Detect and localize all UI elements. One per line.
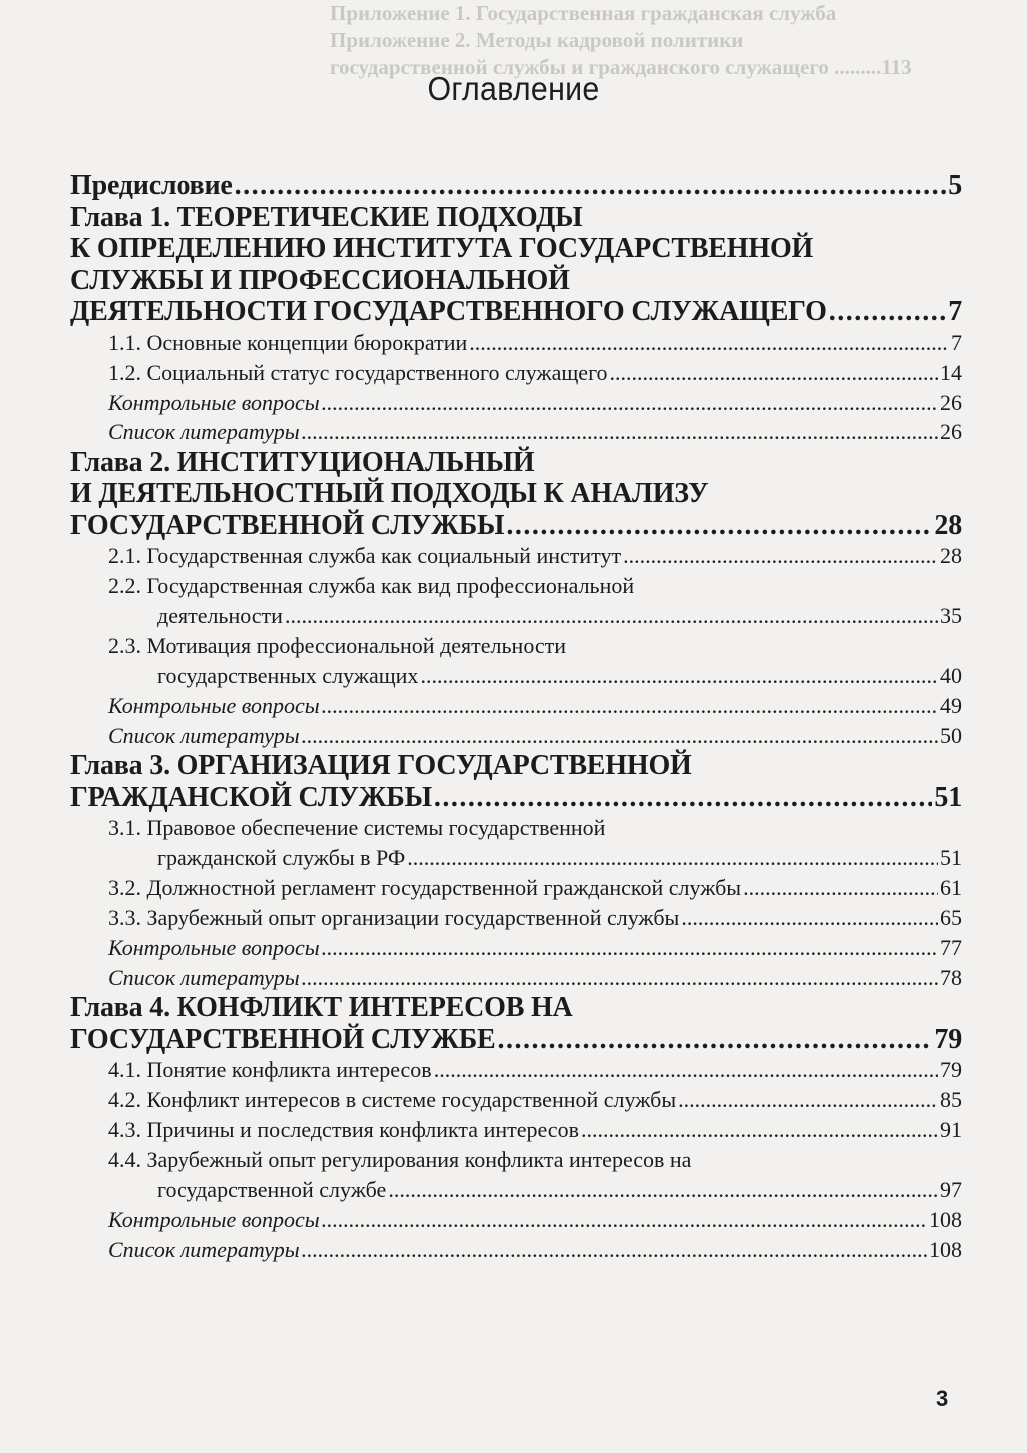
toc-entry-page: 85 [940,1087,962,1112]
dot-leader [302,1235,927,1265]
toc-entry-row [108,933,962,963]
toc-entry-page: 65 [940,905,962,930]
toc-entry-page: 26 [940,389,962,415]
dot-leader [434,782,932,814]
toc-entry-title: ГОСУДАРСТВЕННОЙ СЛУЖБЕ [70,1023,496,1055]
toc-entry-line: Глава 4. КОНФЛИКТ ИНТЕРЕСОВ НА [70,992,573,1023]
dot-leader [623,541,938,571]
dot-leader [285,601,938,631]
toc-entry-page: 28 [934,509,962,541]
toc-entry-page: 14 [940,359,962,385]
toc-entry-title: 4.2. Конфликт интересов в системе государственной службы [108,1087,677,1112]
toc-entry-row [108,1085,962,1115]
toc-entry-row [108,873,962,903]
dot-leader [420,661,938,691]
dot-leader [388,1175,938,1205]
toc-entry-row [108,601,962,631]
toc-entry-line: Глава 1. ТЕОРЕТИЧЕСКИЕ ПОДХОДЫ [70,201,583,233]
toc-entry-title: гражданской службы в РФ [157,845,406,870]
toc-entry-title: ГОСУДАРСТВЕННОЙ СЛУЖБЫ [70,509,505,541]
toc-entry-chapter [70,447,962,542]
dot-leader [469,328,949,358]
toc-entry-row [70,296,962,328]
toc-entry-section [70,328,962,358]
toc-entry-title: 3.2. Должностной регламент государственной гражданской службы [108,875,742,900]
toc-entry-sub [70,933,962,963]
toc-entry-sub [70,388,962,418]
bleed-line: Приложение 2. Методы кадровой политики [330,28,744,52]
toc-entry-section [70,541,962,571]
toc-entry-row [108,417,962,447]
toc-entry-title: деятельности [157,603,283,628]
toc-entry-page: 26 [940,419,962,444]
bleed-line: государственной службы и гражданского служащего .........113 [330,55,912,79]
dot-leader [506,510,932,542]
toc-entry-section [70,358,962,388]
toc-entry-page: 50 [940,722,962,748]
toc-entry-title: Предисловие [70,170,233,201]
toc-entry-chapter [70,992,962,1055]
toc-entry-row [108,843,962,873]
dot-leader [498,1024,933,1056]
dot-leader [743,873,938,903]
toc-entry-row [108,1205,962,1235]
toc-entry-page: 40 [940,663,962,688]
toc-entry-row [108,1055,962,1085]
toc-entry-sub [70,721,962,751]
toc-entry-row [108,328,962,358]
toc-entry-section [70,813,962,873]
toc-entry-page: 97 [940,1177,962,1202]
toc-entry-chapter [70,170,962,202]
toc-entry-title: Список литературы [108,1236,300,1262]
toc-entry-title: ГРАЖДАНСКОЙ СЛУЖБЫ [70,781,432,813]
toc-entry-title: 4.1. Понятие конфликта интересов [108,1057,432,1082]
dot-leader [302,721,938,751]
toc-entry-row [70,1024,962,1056]
toc-entry-line: Глава 2. ИНСТИТУЦИОНАЛЬНЫЙ [70,446,535,478]
toc-entry-line: СЛУЖБЫ И ПРОФЕССИОНАЛЬНОЙ [70,264,570,296]
toc-entry-page: 79 [934,1023,962,1055]
toc-entry-line: 4.4. Зарубежный опыт регулирования конфликта интересов на [108,1147,692,1172]
toc-entry-row [70,510,962,542]
dot-leader [302,963,938,993]
toc-entry-sub [70,417,962,447]
dot-leader [610,358,938,388]
toc-entry-row [108,388,962,418]
toc-entry-section [70,631,962,691]
dot-leader [678,1085,938,1115]
toc-entry-title: Список литературы [108,419,300,444]
toc-entry-page: 61 [940,875,962,900]
table-of-contents [70,170,962,1264]
page-number: 3 [936,1386,949,1411]
toc-entry-row [70,782,962,814]
toc-entry-page: 7 [948,296,962,327]
toc-entry-chapter [70,202,962,328]
toc-entry-section [70,1085,962,1115]
toc-entry-line: И ДЕЯТЕЛЬНОСТНЫЙ ПОДХОДЫ К АНАЛИЗУ [70,478,709,509]
toc-entry-page: 49 [940,693,962,718]
toc-entry-row [108,963,962,993]
toc-entry-section [70,1055,962,1085]
toc-entry-row [108,1235,962,1265]
toc-entry-page: 51 [940,845,962,870]
toc-entry-sub [70,963,962,993]
toc-entry-chapter [70,750,962,813]
toc-entry-section [70,571,962,631]
toc-entry-line: К ОПРЕДЕЛЕНИЮ ИНСТИТУТА ГОСУДАРСТВЕННОЙ [70,233,814,264]
toc-entry-page: 7 [951,329,962,355]
dot-leader [302,417,938,447]
toc-entry-title: государственных служащих [157,663,419,688]
dot-leader [829,296,947,328]
toc-entry-title: 2.1. Государственная служба как социальный институт [108,543,622,568]
toc-entry-page: 28 [940,543,962,568]
toc-entry-row [70,170,962,202]
toc-entry-title: Контрольные вопросы [108,1207,320,1232]
dot-leader [322,1205,927,1235]
toc-entry-row [108,541,962,571]
dot-leader [434,1055,938,1085]
toc-entry-row [108,1115,962,1145]
toc-entry-section [70,1145,962,1205]
bleed-through-text [330,0,970,81]
toc-entry-title: 1.1. Основные концепции бюрократии [108,329,468,355]
dot-leader [681,903,938,933]
toc-entry-sub [70,691,962,721]
toc-entry-section [70,903,962,933]
toc-entry-title: 1.2. Социальный статус государственного служащего [108,359,608,385]
toc-entry-row [108,1175,962,1205]
toc-entry-page: 79 [940,1057,962,1082]
toc-entry-line: 2.3. Мотивация профессиональной деятельности [108,633,567,658]
toc-entry-page: 77 [940,935,962,960]
dot-leader [407,843,938,873]
toc-entry-row [108,358,962,388]
toc-entry-title: 4.3. Причины и последствия конфликта интересов [108,1117,579,1142]
toc-entry-row [108,691,962,721]
toc-entry-page: 78 [940,964,962,990]
toc-entry-line: 2.2. Государственная служба как вид профессиональной [108,573,635,598]
toc-entry-page: 5 [948,170,962,201]
toc-entry-section [70,873,962,903]
toc-entry-title: Список литературы [108,964,300,990]
toc-entry-row [108,903,962,933]
toc-entry-title: Контрольные вопросы [108,935,320,960]
toc-entry-line: Глава 3. ОРГАНИЗАЦИЯ ГОСУДАРСТВЕННОЙ [70,750,692,781]
toc-entry-page: 91 [940,1117,962,1142]
bleed-line: Приложение 1. Государственная гражданская служба [330,1,837,25]
toc-entry-row [108,721,962,751]
toc-entry-sub [70,1205,962,1235]
dot-leader [322,388,938,418]
dot-leader [322,691,938,721]
toc-entry-line: 3.1. Правовое обеспечение системы государственной [108,815,606,840]
toc-entry-section [70,1115,962,1145]
toc-entry-page: 108 [929,1207,962,1232]
toc-entry-row [108,661,962,691]
dot-leader [235,170,947,202]
toc-entry-title: государственной службе [157,1177,387,1202]
toc-entry-title: 3.3. Зарубежный опыт организации государственной службы [108,905,680,930]
toc-entry-page: 35 [940,603,962,628]
dot-leader [322,933,938,963]
toc-entry-title: Контрольные вопросы [108,693,320,718]
dot-leader [581,1115,938,1145]
toc-entry-page: 51 [934,781,962,813]
toc-entry-sub [70,1235,962,1265]
page-title: Оглавление [427,70,600,107]
toc-entry-title: Контрольные вопросы [108,389,320,415]
toc-entry-title: ДЕЯТЕЛЬНОСТИ ГОСУДАРСТВЕННОГО СЛУЖАЩЕГО [70,296,827,327]
toc-entry-title: Список литературы [108,722,300,748]
toc-entry-page: 108 [929,1236,962,1262]
